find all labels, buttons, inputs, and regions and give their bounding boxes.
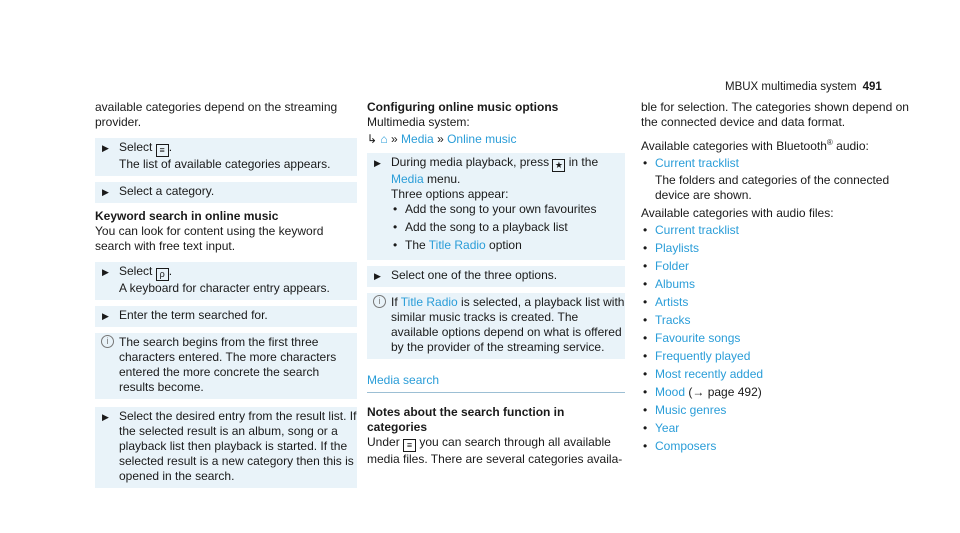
search-note: i The search begins from the first three characters entered. The more characters entered the more concrete the search results become. — [95, 333, 357, 399]
chevron-icon: » — [391, 132, 398, 146]
list-item: • Add the song to a playback list — [393, 220, 568, 234]
notes-text: Under ≡ you can search through all available media files. There are several categories availa- — [367, 435, 623, 466]
notes-heading: Notes about the search function in categories — [367, 405, 565, 434]
step-arrow-icon: ▶ — [102, 187, 109, 197]
list-item: • Add the song to your own favourites — [393, 202, 597, 216]
step-arrow-icon: ▶ — [374, 271, 381, 281]
bluetooth-desc: The folders and categories of the connected device are shown. — [655, 173, 890, 202]
step-select-option: ▶ Select one of the three options. — [367, 266, 625, 287]
list-item: • Frequently played — [643, 349, 751, 363]
keyword-text: You can look for content using the keyword search with free text input. — [95, 224, 324, 253]
step-arrow-icon: ▶ — [374, 158, 381, 168]
step-result: A keyboard for character entry appears. — [119, 281, 330, 295]
list-item: • Year — [643, 421, 680, 435]
step-enter-term: ▶ Enter the term searched for. — [95, 306, 357, 327]
list-item: • Most recently added — [643, 367, 764, 381]
intro-text: available categories depend on the streaming provider. — [95, 100, 338, 129]
step-arrow-icon: ▶ — [102, 412, 109, 422]
list-item: • Composers — [643, 439, 717, 453]
step-press-star: ▶ During media playback, press ★ in the Media menu. Three options appear: • Add the song to your own favourites • Add the song to a playback list • The Title Radio option — [367, 153, 625, 260]
list-icon: ≡ — [403, 439, 416, 452]
home-icon: ⌂ — [380, 132, 388, 146]
audio-intro: Available categories with audio files: — [641, 206, 834, 220]
list-item: • Albums — [643, 277, 696, 291]
header-title: MBUX multimedia system — [725, 81, 857, 93]
column-middle — [367, 100, 625, 467]
info-icon: i — [101, 335, 114, 348]
list-item: • Music genres — [643, 403, 727, 417]
list-item: • Tracks — [643, 313, 691, 327]
bluetooth-intro: Available categories with Bluetooth® audio: — [641, 138, 869, 153]
column-right — [641, 100, 915, 457]
config-heading: Configuring online music options — [367, 100, 559, 114]
step-select-entry: ▶ Select the desired entry from the result list. If the selected result is an album, song or a playback list then playback is started. If the selected result is a new category then this is opened in the search. — [95, 407, 357, 488]
media-link: Media — [391, 172, 424, 186]
path-online-music: Online music — [447, 132, 517, 146]
list-item: • Current tracklist — [643, 223, 740, 237]
path-media: Media — [401, 132, 434, 146]
step-result: The list of available categories appears. — [119, 157, 331, 171]
bluetooth-list — [641, 156, 915, 171]
chevron-icon: » — [437, 132, 444, 146]
list-item: • The Title Radio option — [393, 238, 522, 252]
path-arrow-icon: ↳ — [367, 132, 378, 146]
page-number: 491 — [862, 81, 882, 93]
list-item: • Artists — [643, 295, 689, 309]
title-radio-note: i If Title Radio is selected, a playback list with similar music tracks is created. The available options depend on what is offered by the provider of the streaming service. — [367, 293, 625, 359]
search-icon: ρ — [156, 268, 169, 281]
column-left — [95, 100, 357, 494]
list-item: • Current tracklist — [643, 156, 740, 170]
system-label: Multimedia system: — [367, 115, 470, 129]
step-select-category: ▶ Select a category. — [95, 182, 357, 203]
step-arrow-icon: ▶ — [102, 143, 109, 153]
page-header — [725, 80, 882, 95]
keyword-heading: Keyword search in online music — [95, 209, 279, 223]
list-item: • Mood (→ page 492) — [643, 385, 762, 399]
info-icon: i — [373, 295, 386, 308]
audio-list — [641, 223, 915, 454]
step-select-search: ▶ Select ρ . A keyboard for character entry appears. — [95, 262, 357, 300]
options-list — [391, 202, 625, 253]
list-item: • Playlists — [643, 241, 700, 255]
menu-path — [367, 132, 625, 147]
step-select-list: ▶ Select ≡ . The list of available categories appears. — [95, 138, 357, 176]
step-arrow-icon: ▶ — [102, 267, 109, 277]
list-item: • Favourite songs — [643, 331, 741, 345]
step-arrow-icon: ▶ — [102, 311, 109, 321]
list-icon: ≡ — [156, 144, 169, 157]
star-icon: ★ — [552, 159, 565, 172]
section-title: Media search — [367, 373, 625, 393]
list-item: • Folder — [643, 259, 690, 273]
continued-text: ble for selection. The categories shown depend on the connected device and data format. — [641, 100, 909, 129]
